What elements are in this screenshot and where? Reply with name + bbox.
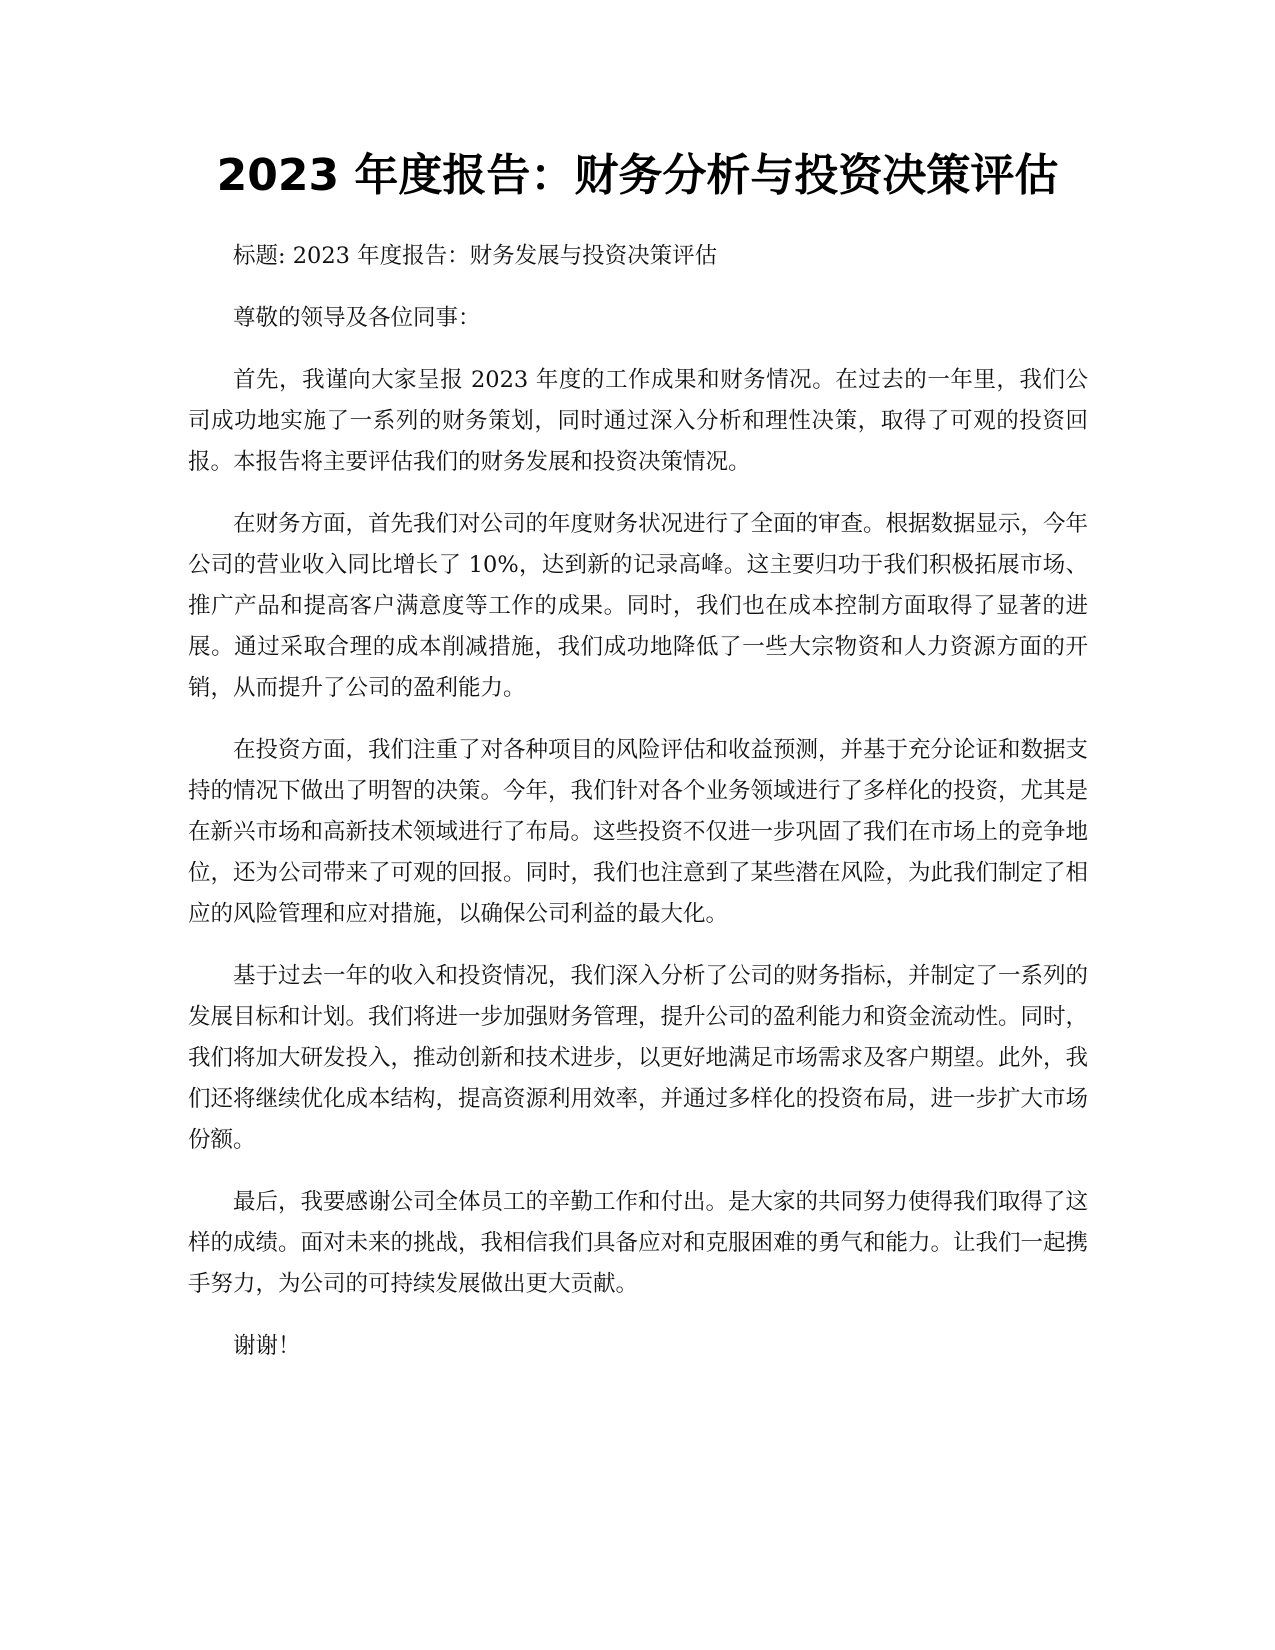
paragraph-subject-line: 标题: 2023 年度报告：财务发展与投资决策评估 [233,243,718,269]
paragraph-introduction: 首先，我谨向大家呈报 2023 年度的工作成果和财务情况。在过去的一年里，我们公司成功地实施了一系列的财务策划，同时通过深入分析和理性决策，取得了可观的投资回报。本报告将主要评估我们的财务发展和投资决策情况。 [188,367,1088,475]
paragraph-salutation: 尊敬的领导及各位同事： [233,305,481,331]
paragraph-finance: 在财务方面，首先我们对公司的年度财务状况进行了全面的审查。根据数据显示，今年公司的营业收入同比增长了 10%，达到新的记录高峰。这主要归功于我们积极拓展市场、推广产品和提高客户满意度等工作的成果。同时，我们也在成本控制方面取得了显著的进展。通过采取合理的成本削减措施，我们成功地降低了一些大宗物资和人力资源方面的开销，从而提升了公司的盈利能力。 [188,511,1089,701]
document-title: 2023 年度报告：财务分析与投资决策评估 [216,150,1059,201]
document-body [188,236,1088,1388]
paragraph-investment: 在投资方面，我们注重了对各种项目的风险评估和收益预测，并基于充分论证和数据支持的情况下做出了明智的决策。今年，我们针对各个业务领域进行了多样化的投资，尤其是在新兴市场和高新技术领域进行了布局。这些投资不仅进一步巩固了我们在市场上的竞争地位，还为公司带来了可观的回报。同时，我们也注意到了某些潜在风险，为此我们制定了相应的风险管理和应对措施，以确保公司利益的最大化。 [188,737,1089,927]
paragraph-closing: 谢谢！ [233,1333,301,1359]
paragraph-thanks-staff: 最后，我要感谢公司全体员工的辛勤工作和付出。是大家的共同努力使得我们取得了这样的成绩。面对未来的挑战，我相信我们具备应对和克服困难的勇气和能力。让我们一起携手努力，为公司的可持续发展做出更大贡献。 [188,1189,1089,1297]
paragraph-plans: 基于过去一年的收入和投资情况，我们深入分析了公司的财务指标，并制定了一系列的发展目标和计划。我们将进一步加强财务管理，提升公司的盈利能力和资金流动性。同时，我们将加大研发投入，推动创新和技术进步，以更好地满足市场需求及客户期望。此外，我们还将继续优化成本结构，提高资源利用效率，并通过多样化的投资布局，进一步扩大市场份额。 [188,963,1089,1153]
